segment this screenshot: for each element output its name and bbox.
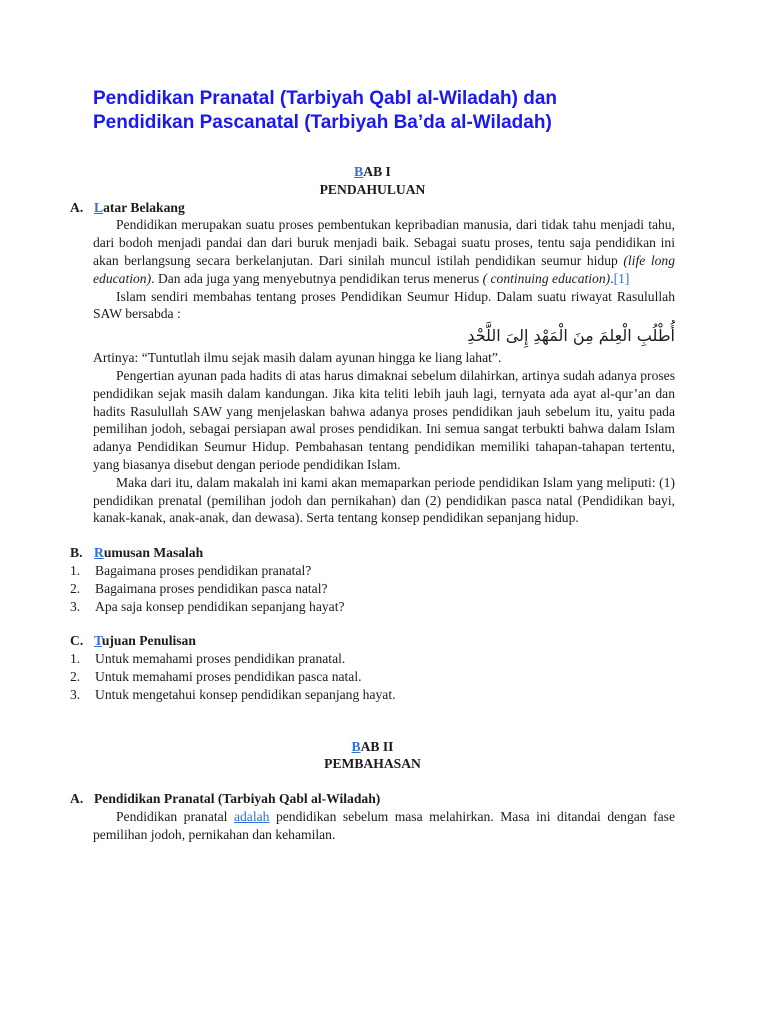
paragraph-1-text-b: . Dan ada juga yang menyebutnya pendidikan terus menerus (151, 270, 483, 286)
list-item (70, 598, 675, 616)
hadith-translation: Artinya: “Tuntutlah ilmu sejak masih dalam ayunan hingga ke liang lahat”. (93, 350, 502, 366)
document-title (93, 87, 693, 135)
list-number: 2. (70, 668, 81, 684)
paragraph-2-text: Islam sendiri membahas tentang proses Pendidikan Seumur Hidup. Dalam suatu riwayat Rasulullah SAW bersabda : (93, 288, 675, 322)
section-c-heading (70, 632, 675, 650)
problem-list (70, 562, 675, 615)
list-item (70, 562, 675, 580)
section-c-initial: T (94, 633, 102, 649)
chapter-1-initial: B (354, 164, 364, 179)
paragraph-1 (70, 216, 675, 287)
section-b-heading (70, 544, 675, 562)
list-text: Bagaimana proses pendidikan pasca natal? (95, 580, 328, 596)
adalah-link[interactable]: adalah (233, 808, 270, 824)
chapter-2-initial: B (351, 738, 361, 754)
section-c-letter: C. (70, 633, 84, 649)
section-a-title: atar Belakang (103, 199, 185, 215)
list-item (70, 580, 675, 598)
section-c-title: ujuan Penulisan (101, 633, 196, 649)
section-b-letter: B. (70, 545, 83, 561)
paragraph-1-term-1: (life long education) (93, 252, 675, 286)
paragraph-1-text-c: . (610, 270, 614, 286)
paragraph-1-term-2: ( continuing education) (482, 270, 611, 286)
paragraph-5-text-b: pendidikan sebelum masa melahirkan. Masa ini ditandai dengan fase pemilihan jodoh, pernikahan dan kehamilan. (93, 808, 675, 842)
footnote-ref-1[interactable]: [1] (613, 270, 630, 286)
chapter-1-subtitle: PENDAHULUAN (319, 181, 426, 197)
section-a-heading (70, 199, 675, 217)
paragraph-5-text-a: Pendidikan pranatal (116, 808, 234, 824)
section-2a-heading (70, 790, 675, 808)
section-b-initial: R (94, 545, 104, 561)
list-item (70, 650, 675, 668)
section-a-initial: L (94, 199, 104, 215)
paragraph-5 (70, 808, 675, 844)
paragraph-4-text: Maka dari itu, dalam makalah ini kami akan memaparkan periode pendidikan Islam yang meliputi: (1) pendidikan prenatal (pemilihan jodoh dan pernikahan) dan (2) pendidikan pasca natal (Pendidikan bayi, kanak-kanak, anak-anak, dan dewasa). Serta tentang konsep pendidikan sepanjang hidup. (93, 474, 675, 526)
list-number: 2. (70, 580, 81, 596)
list-number: 1. (70, 651, 81, 667)
list-text: Untuk mengetahui konsep pendidikan sepanjang hayat. (95, 686, 396, 702)
title-line-1: Pendidikan Pranatal (Tarbiyah Qabl al-Wiladah) dan (93, 88, 558, 109)
chapter-2-subtitle: PEMBAHASAN (324, 756, 421, 772)
title-line-2: Pendidikan Pascanatal (Tarbiyah Ba’da al-Wiladah) (93, 112, 552, 133)
chapter-1-label: AB I (363, 164, 391, 179)
paragraph-4 (70, 474, 675, 527)
list-text: Bagaimana proses pendidikan pranatal? (95, 562, 312, 578)
paragraph-3-text: Pengertian ayunan pada hadits di atas harus dimaknai sebelum dilahirkan, artinya sudah adanya proses pendidikan sejak masih dalam kandungan. Jika kita teliti lebih jauh lagi, ternyata ada ayat al-qur’an dan hadits Rasulullah SAW yang menjelaskan bahwa adanya proses pendidikan jauh sebelum itu, yaitu pada pemilihan jodoh, sebagai persiapan awal proses pendidikan. Ini semua sangat terbukti bahwa dalam Islam adanya Pendidikan Seumur Hidup. Pembahasan tentang pendidikan memiliki tahapan-tahapan tertentu, yang biasanya disebut dengan periode pendidikan Islam. (93, 367, 675, 472)
section-2a-letter: A. (70, 791, 84, 807)
list-item (70, 668, 675, 686)
paragraph-3 (70, 367, 675, 474)
objective-list (70, 650, 675, 703)
chapter-2-heading (70, 738, 675, 756)
chapter-2-label: AB II (360, 738, 394, 754)
section-a-letter: A. (70, 199, 84, 215)
list-text: Untuk memahami proses pendidikan pranatal. (95, 651, 346, 667)
arabic-hadith: أُطْلُبِ الْعِلمَ مِنَ الْمَهْدِ إِلىَ اللَّحْدِ (467, 326, 675, 346)
section-2a-title: Pendidikan Pranatal (Tarbiyah Qabl al-Wiladah) (94, 791, 381, 807)
chapter-1-heading (70, 163, 675, 181)
section-b-title: umusan Masalah (103, 545, 204, 561)
paragraph-1-text-a: Pendidikan merupakan suatu proses pembentukan kepribadian manusia, dari tidak tahu menjadi tahu, dari bodoh menjadi pandai dan dari buruk menjadi baik. Sebagai suatu proses, tentu saja pendidikan ini akan berlangsung secara berkelanjutan. Dari sinilah muncul istilah pendidikan seumur hidup (93, 217, 675, 268)
list-number: 3. (70, 598, 81, 614)
paragraph-2 (70, 288, 675, 324)
list-text: Apa saja konsep pendidikan sepanjang hayat? (95, 598, 345, 614)
list-number: 3. (70, 686, 81, 702)
list-text: Untuk memahami proses pendidikan pasca natal. (95, 668, 362, 684)
list-item (70, 686, 675, 704)
document-body (70, 163, 675, 844)
list-number: 1. (70, 562, 81, 578)
